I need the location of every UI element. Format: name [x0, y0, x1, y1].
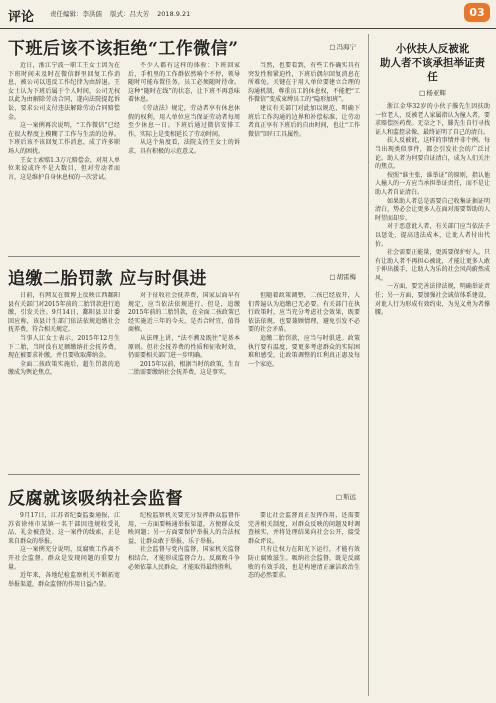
- article-column: [128, 62, 240, 244]
- paragraph: 对于恶意讹人者，有关部门应当依法予以惩处，提高违法成本，让讹人者付出代价。: [375, 223, 490, 248]
- article-byline: □ 胡雷梅: [329, 272, 356, 281]
- paragraph: 追缴二胎罚款，应当与时俱进。政策执行要有温度，要更多考虑群众的实际困难和感受，让政策调整的红利真正惠及每一个家庭。: [248, 334, 360, 368]
- article-headline: 追缴二胎罚款 应与时俱进: [8, 269, 207, 289]
- paragraph: 从这个角度看，法院支持王女士的诉求，具有积极的示范意义。: [128, 139, 240, 155]
- page-number-badge: 03: [464, 3, 490, 22]
- layout-credit: 版式：吕大芳: [110, 10, 150, 18]
- paragraph: 近日，浙江宁波一职工王女士因为在下班时间未及时在微信群里回复工作消息，被公司以违反工作纪律为由辞退。王女士认为下班后属于个人时间，公司无权以此为由解除劳动合同，遂向法院提起诉讼，要求公司支付违法解除劳动合同赔偿金。: [8, 62, 120, 121]
- article-column: [248, 292, 360, 462]
- paragraph: 一方面，要完善法律法规，明确举证责任；另一方面，要加强社会诚信体系建设，对讹人行为形成有效约束，为见义勇为者撑腰。: [375, 283, 490, 317]
- paragraph: 近年来，各地纪检监察机关不断拓宽举报渠道，群众监督的作用日益凸显。: [8, 572, 120, 588]
- paragraph: 全面二孩政策实施后，超生罚款的追缴成为舆论焦点。: [8, 360, 120, 377]
- issue-date: 2018.9.21: [157, 10, 191, 18]
- paragraph: 要让社会监督真正发挥作用，还需要完善相关制度，对群众反映的问题及时调查核实，并将处理结果向社会公开，接受群众评议。: [248, 512, 360, 545]
- article-column: [8, 62, 120, 244]
- paragraph: 按照“谁主张，谁举证”的原则，指认他人撞人的一方应当承担举证责任，而不是让助人者自证清白。: [375, 171, 490, 196]
- sidebar-byline: □ 杨亚辉: [375, 88, 490, 97]
- paragraph: 当事人江女士表示，2015年12月生下二胎，当时没有足额缴纳社会抚养费，现在被要求补缴，并且要收取滞纳金。: [8, 334, 120, 360]
- paragraph: 当然，也要看到，有些工作确实具有突发性和紧迫性，下班后偶尔回复消息在所难免。关键在于用人单位要建立合理的沟通机制，尊重员工的休息权，不能把“工作微信”变成束缚员工的“隐形加班”。: [248, 62, 360, 104]
- paragraph: 社会需要正能量，更需要保护好人。只有让助人者不再担心被讹，才能让更多人敢于伸出援手，让助人为乐的社会风尚蔚然成风。: [375, 249, 490, 282]
- paragraph: 浙江金华32岁的小伙子滕先生因扶助一位老人，反被老人家属指认为撞人者，要求赔偿医药费。无奈之下，滕先生自行寻找证人和监控录像，最终证明了自己的清白。: [375, 103, 490, 136]
- paragraph: 建议有关部门对此加以规范，明确下班后工作沟通的边界和补偿标准，让劳动者真正享有下班后的自由时间，也让“工作微信”回归工具属性。: [248, 104, 360, 138]
- divider: [8, 474, 360, 475]
- paragraph: 如果助人者总是需要自己收集证据证明清白，势必会让更多人在面对需要帮助的人时望而却步。: [375, 197, 490, 222]
- sidebar-headline: [375, 42, 490, 84]
- article-byline: □ 斯远: [336, 492, 356, 501]
- article-column: [8, 292, 120, 462]
- article-headline: 反腐就该吸纳社会监督: [8, 489, 183, 509]
- paragraph: 日前，有网友在微博上反映江西鄱阳县有关部门对2015年前的二胎罚款进行追缴，引发关注。9月14日，鄱阳县卫计委回应称，该县计生部门依法依规追缴社会抚养费，符合相关规定。: [8, 292, 120, 334]
- sidebar-headline-line: 小伙扶人反被讹: [395, 43, 470, 55]
- editor-credit: 责任编辑：李洪儒: [50, 10, 102, 18]
- section-brand: 评论: [8, 10, 35, 25]
- paragraph: 社会监督与党内监督、国家机关监督相结合，才能形成监督合力。反腐败斗争必须依靠人民群众，才能取得最终胜利。: [128, 546, 240, 571]
- paragraph: 不少人都有这样的体验：下班回家后，手机里的工作群依然响个不停，领导随时可能布置任务，员工必须随时待命。这种“随时在线”的状态，让下班不再意味着休息。: [128, 62, 240, 104]
- sidebar-headline-line: 助人者不该承担举证责任: [380, 57, 485, 83]
- paragraph: 《劳动法》规定，劳动者享有休息休假的权利，用人单位应当保证劳动者每周至少休息一日。下班后通过微信安排工作，实际上是变相延长了劳动时间。: [128, 104, 240, 138]
- sidebar-article: [368, 34, 490, 696]
- paragraph: 纪检监察机关要充分发挥群众监督作用，一方面要畅通举报渠道，方便群众反映问题；另一方面要保护举报人的合法权益，让群众敢于举报、乐于举报。: [128, 512, 240, 545]
- article-column: [128, 292, 240, 462]
- sidebar-body: [375, 103, 490, 318]
- paragraph: 对于征收社会抚养费，国家层面早有规定，应当依法依规进行。但是，追缴2015年前的二胎罚款，在全面二孩政策已经实施近三年的今天，是否合时宜，值得商榷。: [128, 292, 240, 334]
- paragraph: 9月17日，江苏省纪委监委通报，江苏省徐州市某镇一名干部因违规收受礼品、礼金被查处。这一案件的线索，正是来自群众的举报。: [8, 512, 120, 545]
- paragraph: 这一案例充分说明，反腐败工作离不开社会监督，群众是发现问题的重要力量。: [8, 546, 120, 571]
- paragraph: 从法理上讲，“法不溯及既往”是基本原则。但社会抚养费的性质和征收时效，仍需要相关部门进一步明确。: [128, 334, 240, 360]
- page-meta: [50, 9, 196, 18]
- article-column: [248, 62, 360, 244]
- page-header: [0, 0, 496, 29]
- paragraph: 这一案例再次说明，“工作微信”已经在很大程度上模糊了工作与生活的边界。下班后该不该回复工作消息，成了许多职场人的困扰。: [8, 122, 120, 155]
- article-1: [8, 34, 360, 248]
- article-column: [8, 512, 120, 690]
- article-headline: 下班后该不该拒绝“工作微信”: [8, 39, 239, 59]
- article-3: [8, 484, 360, 694]
- paragraph: 扶人反被讹，这样的事情并非个例。每当出现类似事件，都会引发社会的广泛讨论。助人者为何要自证清白，成为人们关注的焦点。: [375, 137, 490, 171]
- paragraph: 王女士索赔1.3万元赔偿金，对用人单位来说或许不是大数目，但对劳动者而言，这是维护自身休息权的一次尝试。: [8, 156, 120, 181]
- article-column: [128, 512, 240, 690]
- article-byline: □ 冯海宁: [329, 42, 356, 51]
- paragraph: 2015年以前，根据当时的政策，生育二胎需要缴纳社会抚养费，这是事实。: [128, 360, 240, 377]
- article-column: [248, 512, 360, 690]
- article-2: [8, 264, 360, 464]
- divider: [8, 256, 360, 257]
- paragraph: 只有让权力在阳光下运行，才能有效防止腐败滋生。吸纳社会监督，既是反腐败的有效手段，也是构建清正廉洁政治生态的必然要求。: [248, 546, 360, 580]
- paragraph: 但随着政策调整，二孩已经放开，人们普遍认为追缴已无必要。有关部门在执行政策时，应当充分考虑社会效果，既要依法依规，也要兼顾情理，避免引发不必要的社会矛盾。: [248, 292, 360, 334]
